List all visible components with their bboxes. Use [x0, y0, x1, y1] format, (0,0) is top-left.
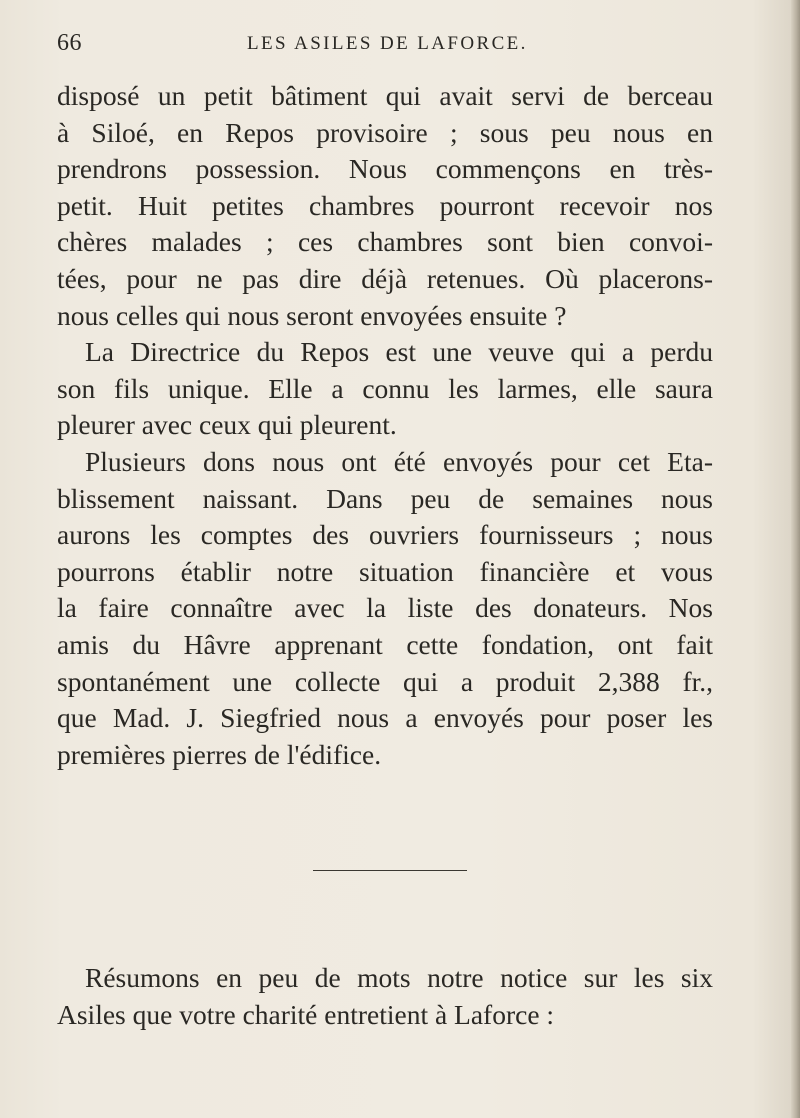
section-divider-rule: [313, 870, 467, 871]
text-line: Plusieurs dons nous ont été envoyés pour cet Eta-: [85, 445, 713, 477]
running-title: LES ASILES DE LAFORCE.: [247, 33, 528, 54]
text-line: nous celles qui nous seront envoyées ensuite ?: [57, 299, 567, 331]
text-line: prendrons possession. Nous commençons en très-: [57, 153, 713, 185]
text-line: amis du Hâvre apprenant cette fondation, ont fait: [57, 628, 713, 660]
body-text: [57, 78, 713, 773]
closing-paragraph: [57, 960, 713, 1033]
page-edge-shadow: [791, 0, 800, 1118]
text-line: pourrons établir notre situation financière et vous: [57, 555, 713, 587]
paragraph-dons: [57, 444, 713, 773]
text-line: blissement naissant. Dans peu de semaines nous: [57, 482, 713, 514]
text-line: aurons les comptes des ouvriers fournisseurs ; nous: [57, 519, 713, 551]
text-line: la faire connaître avec la liste des donateurs. Nos: [57, 592, 713, 624]
text-line: à Siloé, en Repos provisoire ; sous peu nous en: [57, 116, 713, 148]
text-line: premières pierres de l'édifice.: [57, 738, 382, 770]
paragraph-continued: [57, 78, 713, 334]
text-line: chères malades ; ces chambres sont bien convoi-: [57, 226, 713, 258]
text-line: son fils unique. Elle a connu les larmes, elle saura: [57, 372, 713, 404]
page-number: 66: [57, 30, 82, 56]
text-line: tées, pour ne pas dire déjà retenues. Où placerons-: [57, 262, 713, 294]
text-line: La Directrice du Repos est une veuve qui a perdu: [85, 336, 713, 368]
text-line: Résumons en peu de mots notre notice sur les six: [85, 962, 713, 993]
text-line: Asiles que votre charité entretient à Laforce :: [57, 998, 555, 1030]
text-line: pleurer avec ceux qui pleurent.: [57, 409, 397, 441]
text-line: disposé un petit bâtiment qui avait servi de berceau: [57, 80, 713, 111]
text-line: que Mad. J. Siegfried nous a envoyés pour poser les: [57, 702, 713, 734]
running-header: [57, 30, 747, 64]
text-line: petit. Huit petites chambres pourront recevoir nos: [57, 189, 713, 221]
paragraph-directrice: [57, 334, 713, 444]
text-line: spontanément une collecte qui a produit 2,388 fr.,: [57, 665, 713, 697]
